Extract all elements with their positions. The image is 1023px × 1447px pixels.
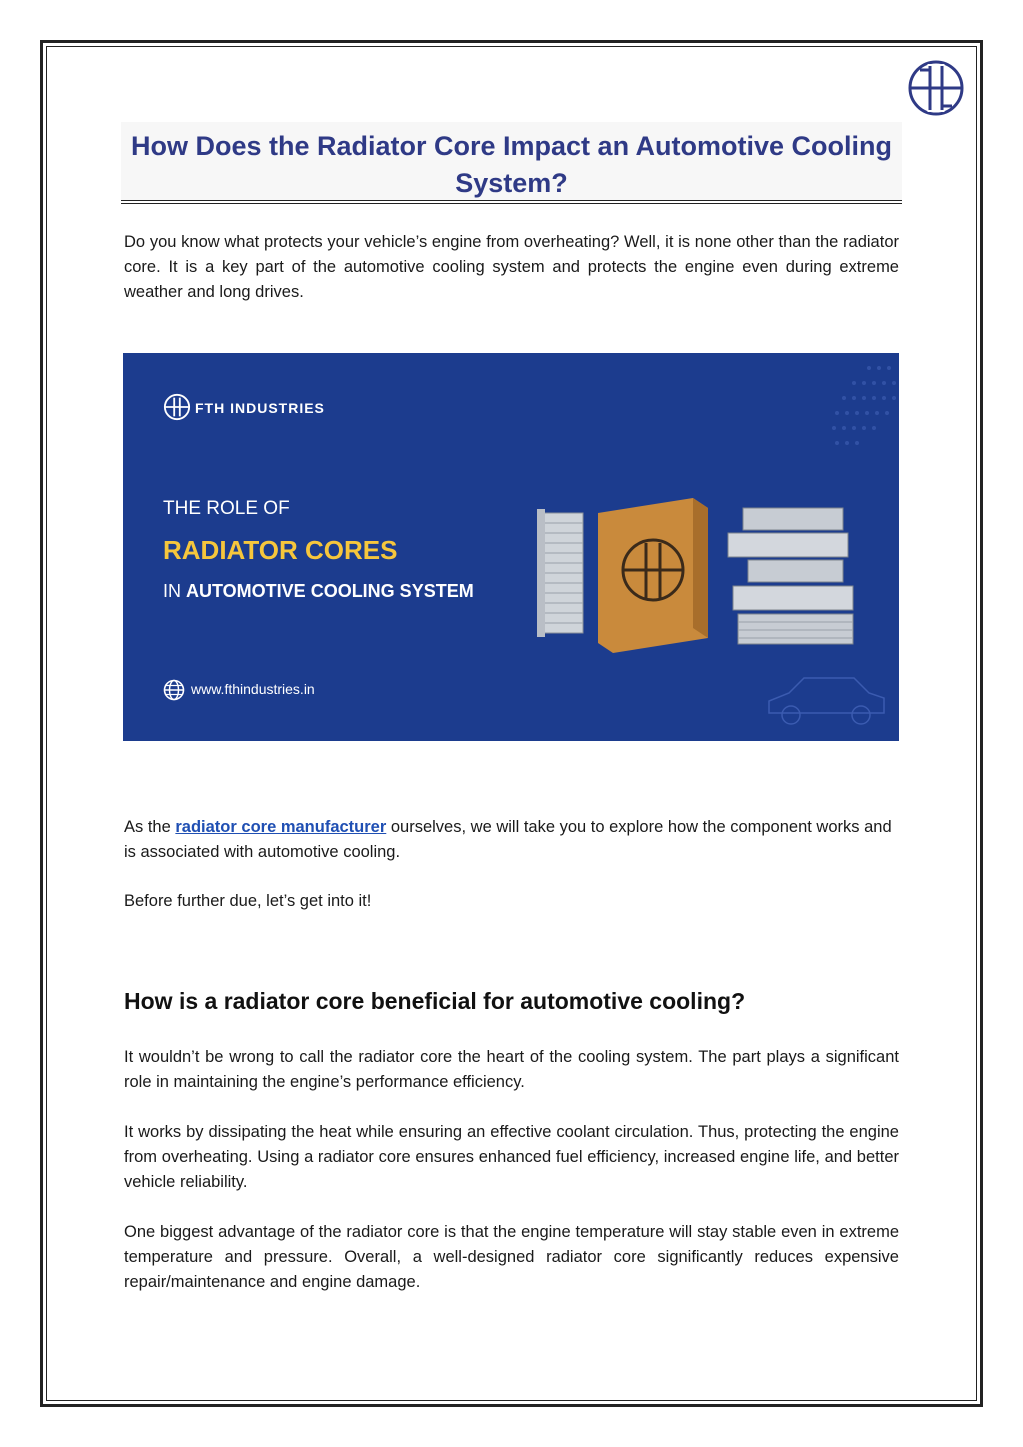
banner-brand: FTH INDUSTRIES [195, 400, 325, 416]
banner-website: www.fthindustries.in [191, 681, 315, 697]
banner-line-3-bold: AUTOMOTIVE COOLING SYSTEM [186, 581, 474, 601]
radiator-core-manufacturer-link[interactable]: radiator core manufacturer [175, 818, 387, 836]
p2-text-before: As the [124, 818, 176, 836]
fth-banner-logo-icon [163, 393, 191, 421]
radiator-core-left [537, 509, 583, 637]
car-outline-icon [759, 663, 889, 733]
dot-pattern-decoration [749, 353, 899, 483]
intro-paragraph: Do you know what protects your vehicle’s engine from overheating? Well, it is none other than the radiator core. It is a key part of the automotive cooling system and protects the engine even during extreme weather and long drives. [124, 233, 899, 301]
radiator-products-illustration [533, 493, 863, 653]
radiator-core-stack [728, 508, 853, 644]
transition-paragraph: Before further due, let’s get into it! [124, 892, 372, 910]
benefit-paragraph-2: It works by dissipating the heat while ensuring an effective coolant circulation. Thus, protecting the engine from overheating. Using a radiator core ensures enhanced fuel efficiency, increased engine life, and better vehicle reliability. [124, 1123, 899, 1191]
product-box [598, 498, 708, 653]
manufacturer-paragraph [124, 815, 899, 865]
fth-logo-icon [906, 58, 966, 118]
title-box [121, 122, 902, 200]
p2-text-after: ourselves, we will take you to explore how the component works and is associated with automotive cooling. [124, 818, 892, 861]
section-heading: How is a radiator core beneficial for automotive cooling? [124, 988, 746, 1014]
benefit-paragraph-3: One biggest advantage of the radiator core is that the engine temperature will stay stable even in extreme temperature and pressure. Overall, a well-designed radiator core significantly reduces expensive repair/maintenance and engine damage. [124, 1223, 899, 1291]
banner-line-1: THE ROLE OF [163, 498, 290, 519]
benefit-paragraph-1: It wouldn’t be wrong to call the radiator core the heart of the cooling system. The part plays a significant role in maintaining the engine’s performance efficiency. [124, 1048, 899, 1091]
banner-line-3 [163, 581, 474, 602]
banner-line-2: RADIATOR CORES [163, 535, 398, 565]
title-underline [121, 200, 902, 201]
banner-image [123, 353, 899, 741]
globe-icon [163, 679, 185, 701]
page-title: How Does the Radiator Core Impact an Automotive Cooling System? [130, 131, 893, 198]
title-underline-double [121, 203, 902, 204]
banner-line-3-prefix: IN [163, 581, 187, 601]
